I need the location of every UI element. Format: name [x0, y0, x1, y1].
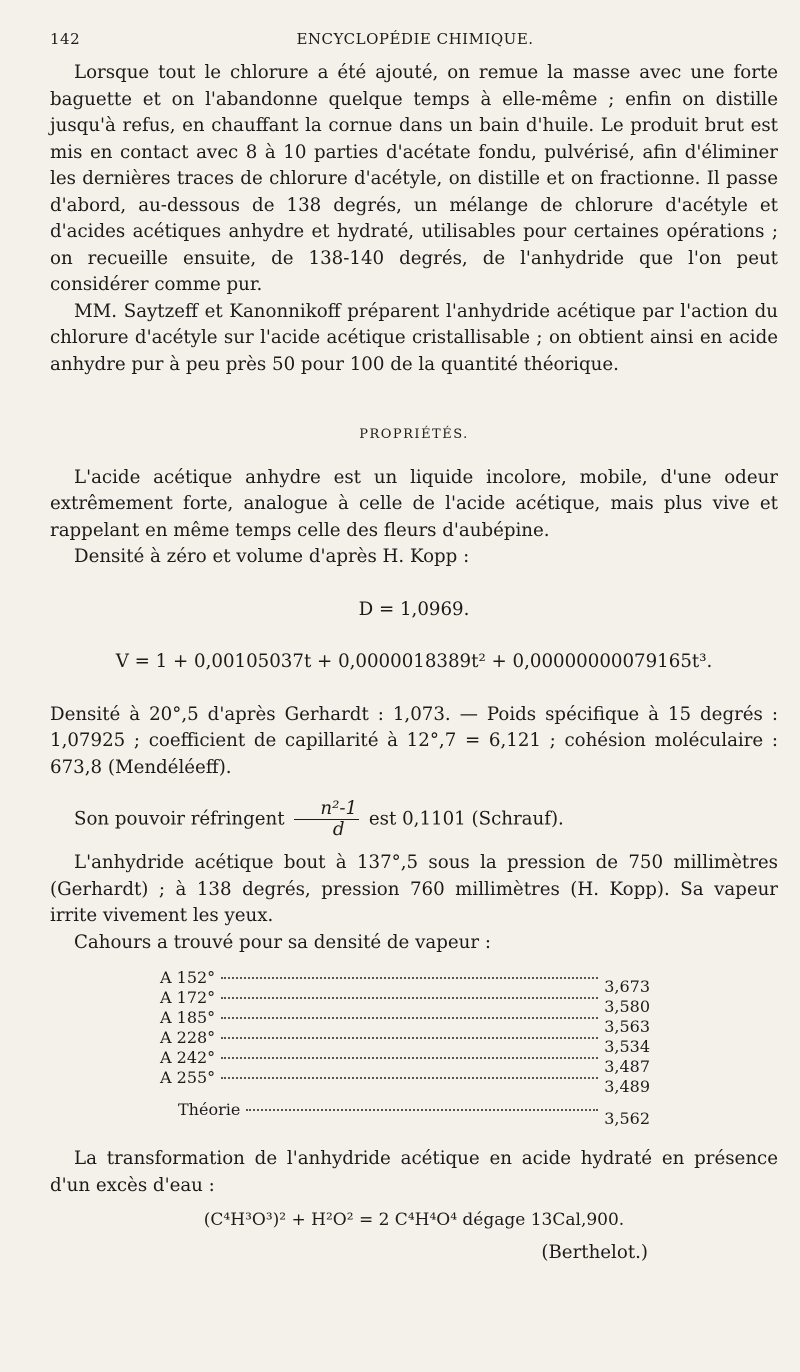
table-row — [160, 1048, 650, 1076]
row-value: 3,489 — [604, 1077, 650, 1096]
paragraph-transformation: La transformation de l'anhydride acétique en acide hydraté en présence d'un excès d'eau : — [50, 1148, 778, 1196]
row-value: 3,673 — [604, 977, 650, 996]
vapor-density-table — [160, 968, 650, 1128]
fraction-numerator: n²-1 — [294, 799, 359, 820]
hydration-formula: (C⁴H³O³)² + H²O² = 2 C⁴H⁴O⁴ dégage 13Cal,900. — [203, 1210, 625, 1230]
row-temperature: A 152° — [160, 968, 216, 987]
row-value: 3,563 — [604, 1017, 650, 1036]
theory-value: 3,562 — [604, 1109, 650, 1128]
paragraph-distillation: Lorsque tout le chlorure a été ajouté, on remue la masse avec une forte baguette et on l'abandonne quelque temps à elle-même ; enfin on distille jusqu'à refus, en chauffant la cornue dans un bain d'huile. Le produit brut est mis en contact avec 8 à 10 parties d'acétate fondu, pulvérisé, afin d'éliminer les dernières traces de chlorure d'acétyle, on distille et on fractionne. Il passe d'abord, au-dessous de 138 degrés, un mélange de chlorure d'acétyle et d'acides acétiques anhydre et hydraté, utilisables pour certaines opérations ; on recueille ensuite, de 138-140 degrés, de l'anhydride que l'on peut considérer comme pur. — [50, 62, 778, 295]
dot-leader — [246, 1109, 598, 1111]
refraction-fraction — [294, 799, 359, 840]
page-content — [50, 60, 778, 1266]
paragraph-refraction — [50, 799, 778, 840]
section-title: PROPRIÉTÉS. — [359, 427, 469, 442]
row-temperature: A 185° — [160, 1008, 216, 1027]
table-row — [160, 988, 650, 1016]
row-temperature: A 172° — [160, 988, 216, 1007]
table-row — [160, 1008, 650, 1036]
paragraph-gerhardt-density: Densité à 20°,5 d'après Gerhardt : 1,073. — Poids spécifique à 15 degrés : 1,07925 ; coefficient de capillarité à 12°,7 = 6,121 ; cohésion moléculaire : 673,8 (Mendéléeff). — [50, 703, 778, 778]
row-value: 3,580 — [604, 997, 650, 1016]
table-row — [160, 1068, 650, 1096]
running-title: ENCYCLOPÉDIE CHIMIQUE. — [296, 30, 534, 48]
row-value: 3,487 — [604, 1057, 650, 1076]
page-number: 142 — [50, 30, 81, 48]
fraction-denominator: d — [332, 819, 345, 840]
row-temperature: A 255° — [160, 1068, 216, 1087]
dot-leader — [221, 1037, 598, 1039]
table-row-theory — [178, 1100, 650, 1128]
dot-leader — [221, 1017, 598, 1019]
dot-leader — [221, 1077, 598, 1079]
dot-leader — [221, 997, 598, 999]
refraction-text-before: Son pouvoir réfringent — [74, 808, 285, 830]
equation-density: D = 1,0969. — [358, 598, 470, 620]
paragraph-properties: L'acide acétique anhydre est un liquide incolore, mobile, d'une odeur extrêmement forte, analogue à celle de l'acide acétique, mais plus vive et rappelant en même temps celle des fleurs d'aubépine. — [50, 466, 778, 541]
row-temperature: A 228° — [160, 1028, 216, 1047]
paragraph-saytzeff: MM. Saytzeff et Kanonnikoff préparent l'anhydride acétique par l'action du chlorure d'acétyle sur l'acide acétique cristallisable ; on obtient ainsi en acide anhydre pur à peu près 50 pour 100 de la quantité théorique. — [50, 300, 778, 375]
density-intro: Densité à zéro et volume d'après H. Kopp : — [74, 546, 470, 567]
row-temperature: A 242° — [160, 1048, 216, 1067]
refraction-text-after: est 0,1101 (Schrauf). — [368, 808, 564, 830]
equation-volume: V = 1 + 0,00105037t + 0,0000018389t² + 0,00000000079165t³. — [115, 651, 713, 672]
row-value: 3,534 — [604, 1037, 650, 1056]
dot-leader — [221, 977, 598, 979]
table-row — [160, 1028, 650, 1056]
dot-leader — [221, 1057, 598, 1059]
table-row — [160, 968, 650, 996]
page-header — [50, 30, 780, 54]
theory-label: Théorie — [178, 1100, 241, 1119]
attribution: (Berthelot.) — [541, 1241, 648, 1263]
cahours-intro: Cahours a trouvé pour sa densité de vapeur : — [74, 931, 491, 953]
paragraph-boiling: L'anhydride acétique bout à 137°,5 sous la pression de 750 millimètres (Gerhardt) ; à 138 degrés, pression 760 millimètres (H. Kopp). Sa vapeur irrite vivement les yeux. — [50, 852, 778, 926]
